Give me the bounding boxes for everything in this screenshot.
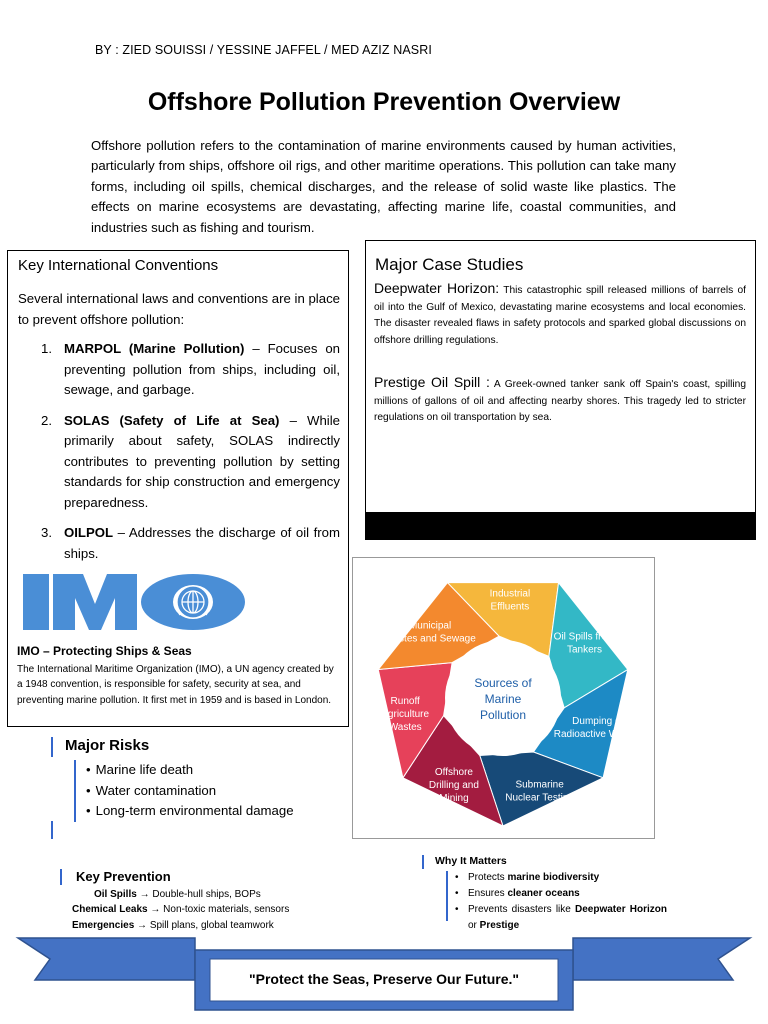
prevention-label: Emergencies (72, 919, 135, 931)
wheel-segment-label: Nuclear Testing (505, 792, 575, 804)
accent-bar (51, 821, 53, 839)
why-item (455, 870, 667, 886)
accent-bar (51, 737, 53, 757)
convention-name: OILPOL (64, 525, 114, 540)
risks-heading: Major Risks (65, 737, 150, 754)
accent-bar (422, 855, 424, 869)
accent-bar (60, 869, 62, 885)
wheel-segment-label: Tankers (567, 644, 603, 656)
convention-name: SOLAS (Safety of Life at Sea) (64, 412, 280, 428)
prevention-label: Oil Spills (94, 889, 137, 900)
imo-logo (23, 574, 245, 630)
imo-description: The International Maritime Organization (IMO), a UN agency created by a 1948 convention, is responsible for safety, security at sea, and preventing marine pollution. It first met in 1959 and is based in London. (17, 664, 334, 706)
authors-line: BY : ZIED SOUISSI / YESSINE JAFFEL / MED AZIZ NASRI (95, 43, 432, 57)
pollution-sources-diagram (352, 557, 655, 839)
why-text: Protects (468, 872, 508, 883)
intro-paragraph: Offshore pollution refers to the contamination of marine environments caused by human activities, particularly from ships, offshore oil rigs, and other maritime operations. This pollution can take many forms, including oil spills, chemical discharges, and the release of solid waste like plastics. The effects on marine ecosystems are devastating, affecting marine life, coastal communities, and industries such as fishing and tourism. (91, 138, 676, 235)
why-bold: Deepwater Horizon (575, 904, 667, 915)
prevention-label: Chemical Leaks (72, 904, 148, 916)
case-name: Prestige Oil Spill : (374, 374, 490, 390)
wheel-segment-label: Industrial (489, 588, 531, 600)
conventions-intro: Several international laws and conventions are in place to prevent offshore pollution: (18, 291, 340, 327)
prevention-text: → Non-toxic materials, sensors (147, 904, 290, 916)
wheel-segment-label: Drilling and (428, 779, 479, 791)
accent-bar (446, 871, 448, 921)
convention-text: – While primarily about safety, SOLAS indirectly contributes to preventing pollution by setting standards for ship construction and emergency preparedness. (64, 412, 340, 510)
case-deepwater (374, 280, 746, 349)
black-bar (366, 512, 755, 539)
wheel-segment-label: Submarine (515, 779, 564, 791)
wheel-segment-label: Oil Spills from (553, 631, 616, 643)
why-text: Ensures (468, 888, 508, 899)
wheel-segment-label: Wastes (388, 722, 422, 734)
why-bold: cleaner oceans (507, 888, 580, 899)
case-text: This catastrophic spill released millions of barrels of oil into the Gulf of Mexico, devastating marine ecosystems and local economies. The disaster revealed flaws in safety protocols and sparked global discussions on offshore drilling regulations. (374, 285, 747, 346)
wheel-segment-label: Dumping of (572, 716, 624, 728)
convention-text: – Addresses the discharge of oil from ships. (64, 525, 340, 561)
why-item (455, 886, 667, 902)
case-studies-heading: Major Case Studies (375, 255, 524, 274)
prevention-item (72, 887, 306, 902)
imo-heading: IMO – Protecting Ships & Seas (17, 644, 192, 658)
why-text: Prevents disasters like (468, 904, 576, 915)
why-list (455, 870, 667, 934)
pollution-wheel (353, 558, 654, 838)
prevention-list (72, 887, 306, 933)
wheel-segment-label: Municipal (408, 620, 452, 632)
prevention-heading: Key Prevention (76, 869, 171, 884)
wheel-segment-label: Offshore (434, 766, 474, 778)
conventions-list (18, 339, 340, 574)
wheel-segment-label: Radioactive Wastes (553, 729, 642, 741)
risks-list (80, 760, 294, 822)
convention-number: 3. (41, 525, 52, 540)
convention-item (18, 411, 340, 514)
wheel-center-label: Sources of (474, 676, 532, 690)
case-prestige (374, 374, 746, 427)
convention-text: – Focuses on preventing pollution from ships, including oil, sewage, and garbage. (64, 341, 340, 397)
wheel-segment-label: Effluents (490, 601, 530, 613)
wheel-segment-label: Wastes and Sewage (384, 633, 476, 645)
prevention-item (72, 902, 306, 917)
accent-bar (74, 760, 76, 822)
why-heading: Why It Matters (435, 855, 507, 867)
why-bold: Prestige (479, 920, 520, 931)
case-name: Deepwater Horizon: (374, 280, 500, 296)
banner-quote: "Protect the Seas, Preserve Our Future." (248, 971, 520, 987)
convention-name: MARPOL (Marine Pollution) (64, 341, 245, 356)
un-emblem-icon (175, 586, 211, 618)
conventions-heading: Key International Conventions (18, 257, 219, 274)
case-text: A Greek-owned tanker sank off Spain's coast, spilling millions of gallons of oil and affecting nearby shores. This tragedy led to stricter regulations on oil transportation by sea. (374, 379, 746, 424)
prevention-text: → Spill plans, global teamwork (134, 919, 274, 931)
risk-item: • Water contamination (80, 781, 294, 802)
wheel-segment-label: Mining (439, 792, 469, 804)
convention-item (18, 339, 340, 401)
convention-item (18, 523, 340, 564)
convention-number: 2. (41, 412, 52, 428)
why-text: or (468, 920, 480, 931)
risk-item: • Marine life death (80, 760, 294, 781)
wheel-segment-label: Agriculture (381, 709, 430, 721)
wheel-center-label: Pollution (479, 708, 527, 722)
why-bold: marine biodiversity (507, 872, 600, 883)
wheel-segment-label: Runoff (390, 696, 420, 708)
page-title: Offshore Pollution Prevention Overview (147, 88, 621, 116)
convention-number: 1. (41, 341, 52, 356)
wheel-center-label: Marine (484, 692, 522, 706)
prevention-text: → Double-hull ships, BOPs (136, 889, 261, 900)
risk-item: • Long-term environmental damage (80, 801, 294, 822)
